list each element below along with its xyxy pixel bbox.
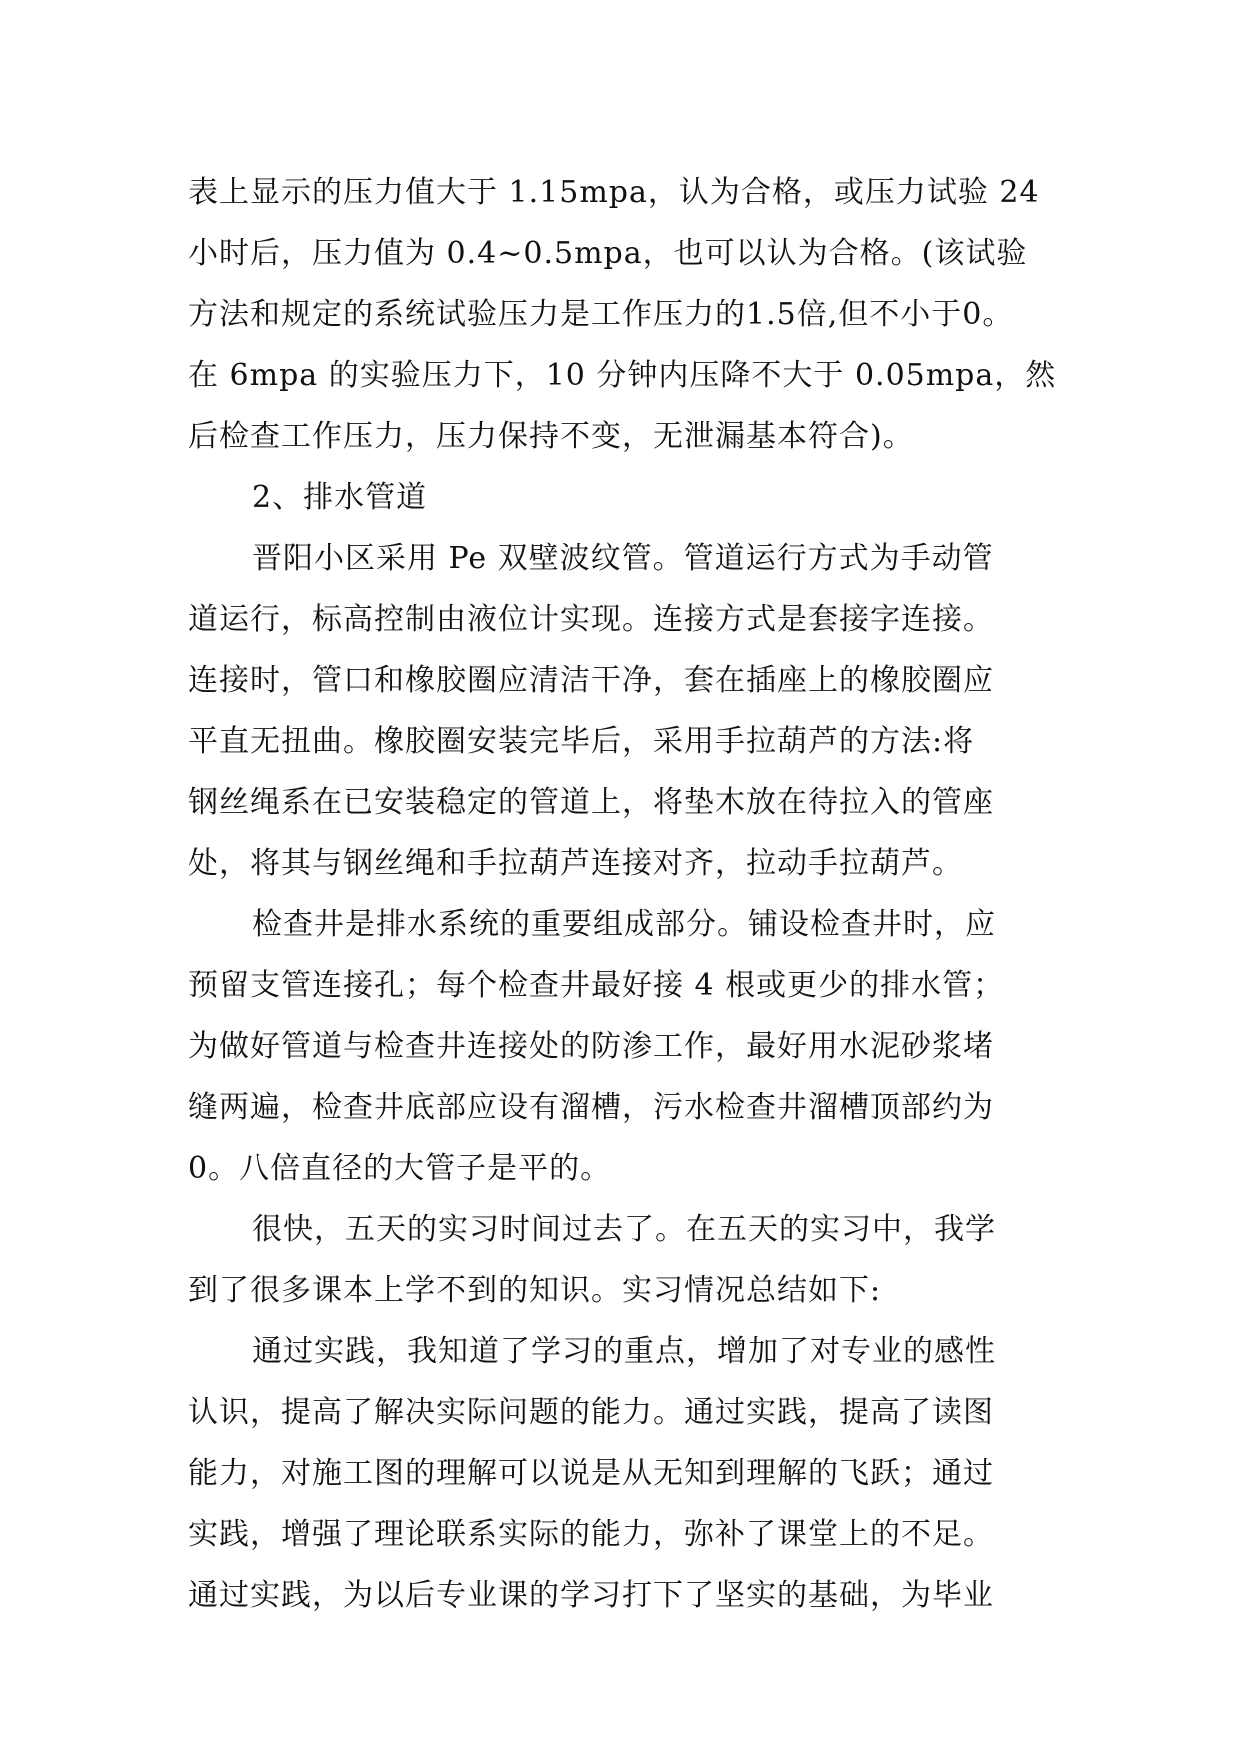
text-line: 通过实践，我知道了学习的重点，增加了对专业的感性 bbox=[252, 1334, 996, 1369]
text-line: 检查井是排水系统的重要组成部分。铺设检查井时，应 bbox=[252, 907, 996, 942]
body-text bbox=[188, 162, 1058, 1626]
text-line: 预留支管连接孔；每个检查井最好接 4 根或更少的排水管； bbox=[188, 968, 1005, 1003]
text-line: 小时后，压力值为 0.4~0.5mpa，也可以认为合格。(该试验 bbox=[188, 236, 1028, 271]
text-line: 平直无扭曲。橡胶圈安装完毕后，采用手拉葫芦的方法:将 bbox=[188, 724, 975, 759]
text-line: 缝两遍，检查井底部应设有溜槽，污水检查井溜槽顶部约为 bbox=[188, 1090, 994, 1125]
text-line: 认识，提高了解决实际问题的能力。通过实践，提高了读图 bbox=[188, 1395, 994, 1430]
text-line: 道运行，标高控制由液位计实现。连接方式是套接字连接。 bbox=[188, 602, 994, 637]
text-line: 2、排水管道 bbox=[252, 480, 428, 515]
text-line: 方法和规定的系统试验压力是工作压力的1.5倍,但不小于0。 bbox=[188, 297, 1014, 332]
text-line: 通过实践，为以后专业课的学习打下了坚实的基础，为毕业 bbox=[188, 1578, 994, 1613]
text-line: 很快，五天的实习时间过去了。在五天的实习中，我学 bbox=[252, 1212, 996, 1247]
text-line: 为做好管道与检查井连接处的防渗工作，最好用水泥砂浆堵 bbox=[188, 1029, 994, 1064]
text-line: 在 6mpa 的实验压力下，10 分钟内压降不大于 0.05mpa，然 bbox=[188, 358, 1057, 393]
text-line: 0。八倍直径的大管子是平的。 bbox=[188, 1151, 612, 1186]
text-line: 后检查工作压力，压力保持不变，无泄漏基本符合)。 bbox=[188, 419, 914, 454]
text-line: 处，将其与钢丝绳和手拉葫芦连接对齐，拉动手拉葫芦。 bbox=[188, 846, 963, 881]
text-line: 能力，对施工图的理解可以说是从无知到理解的飞跃；通过 bbox=[188, 1456, 994, 1491]
text-line: 晋阳小区采用 Pe 双壁波纹管。管道运行方式为手动管 bbox=[252, 541, 994, 576]
text-line: 钢丝绳系在已安装稳定的管道上，将垫木放在待拉入的管座 bbox=[188, 785, 994, 820]
text-line: 连接时，管口和橡胶圈应清洁干净，套在插座上的橡胶圈应 bbox=[188, 663, 994, 698]
text-line: 实践，增强了理论联系实际的能力，弥补了课堂上的不足。 bbox=[188, 1517, 994, 1552]
text-line: 表上显示的压力值大于 1.15mpa，认为合格，或压力试验 24 bbox=[188, 175, 1040, 210]
text-line: 到了很多课本上学不到的知识。实习情况总结如下: bbox=[188, 1273, 882, 1308]
